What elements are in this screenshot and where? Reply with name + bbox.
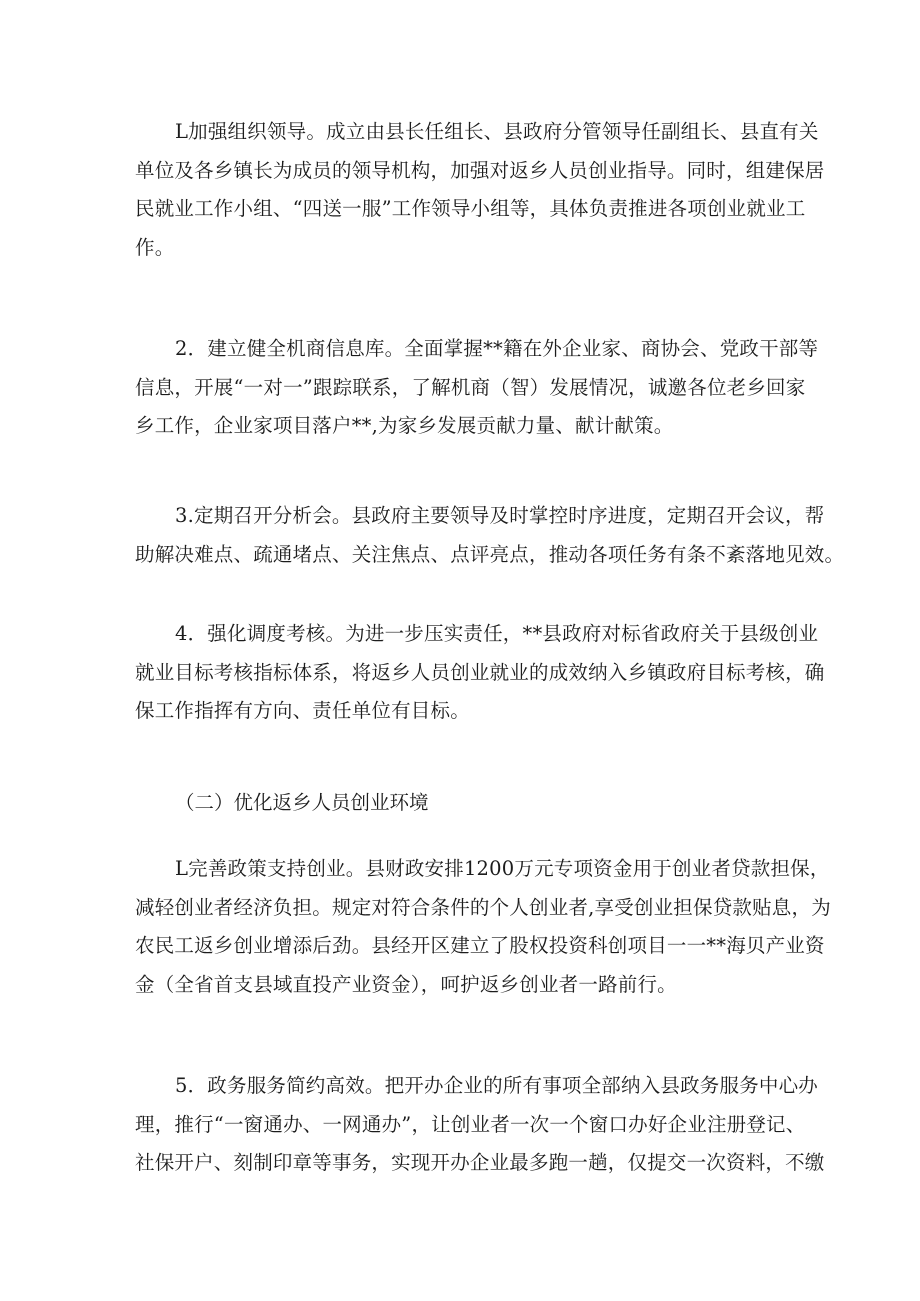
text-line: 3.定期召开分析会。县政府主要领导及时掌控时序进度，定期召开会议，帮 <box>175 504 825 527</box>
text-line: 2．建立健全机商信息库。全面掌握**籍在外企业家、商协会、党政干部等 <box>175 337 819 360</box>
text-line: 5．政务服务简约高效。把开办企业的所有事项全部纳入县政务服务中心办 <box>175 1074 819 1097</box>
paragraph-investment-database <box>135 330 819 446</box>
text-line: 助解决难点、疏通堵点、关注焦点、点评亮点，推动各项任务有条不紊落地见效。 <box>135 542 845 566</box>
text-line: 保工作指挥有方向、责任单位有目标。 <box>135 699 470 722</box>
paragraph-organization-leadership <box>135 113 825 267</box>
paragraph-policy-support <box>135 850 831 1004</box>
text-line: 信息，开展“一对一”跟踪联系，了解机商（智）发展情况，诚邀各位老乡回家 <box>135 375 806 399</box>
text-line: 民就业工作小组、“四送一服”工作领导小组等，具体负责推进各项创业就业工 <box>135 197 806 220</box>
paragraph-analysis-meetings <box>135 497 845 574</box>
paragraph-government-services <box>135 1067 825 1183</box>
text-line: 金（全省首支县域直投产业资金），呵护返乡创业者一路前行。 <box>135 972 677 996</box>
text-line: 单位及各乡镇长为成员的领导机构，加强对返乡人员创业指导。同时，组建保居 <box>135 158 825 182</box>
text-line: 作。 <box>135 235 175 259</box>
text-line: L完善政策支持创业。县财政安排1200万元专项资金用于创业者贷款担保， <box>175 857 830 880</box>
text-line: L加强组织领导。成立由县长任组长、县政府分管领导任副组长、县直有关 <box>175 120 819 143</box>
text-line: 4．强化调度考核。为进一步压实责任，**县政府对标省政府关于县级创业 <box>175 622 819 645</box>
text-line: 社保开户、刻制印章等事务，实现开办企业最多跑一趟，仅提交一次资料，不缴 <box>135 1151 825 1174</box>
text-line: 乡工作，企业家项目落户**,为家乡发展贡献力量、献计献策。 <box>135 414 674 437</box>
text-line: 就业目标考核指标体系，将返乡人员创业就业的成效纳入乡镇政府目标考核，确 <box>135 660 825 684</box>
text-line: 理，推行“一窗通办、一网通办”，让创业者一次一个窗口办好企业注册登记、 <box>135 1112 806 1136</box>
text-line: 减轻创业者经济负担。规定对符合条件的个人创业者,享受创业担保贷款贴息，为 <box>135 895 831 919</box>
text-line: 农民工返乡创业增添后劲。县经开区建立了股权投资科创项目一一**海贝产业资 <box>135 934 825 957</box>
paragraph-assessment <box>135 615 825 731</box>
section-heading: （二）优化返乡人员创业环境 <box>175 791 429 814</box>
